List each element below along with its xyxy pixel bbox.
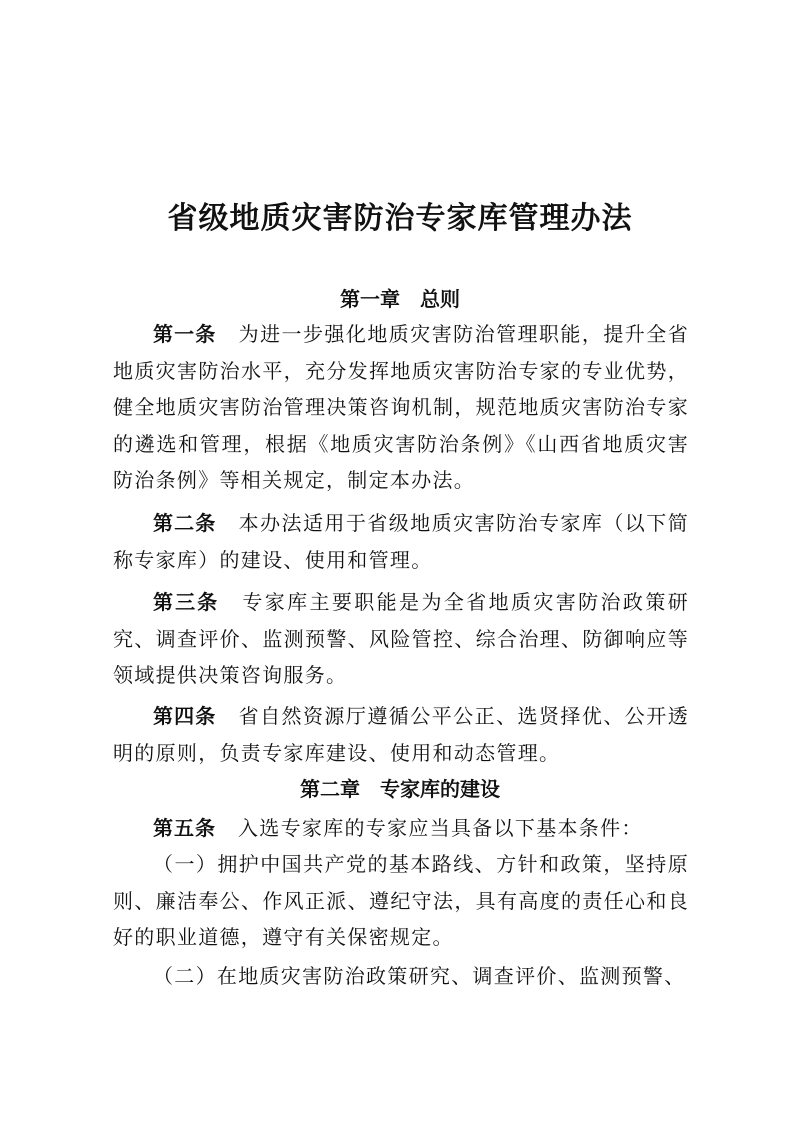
list-item-2: （二）在地质灾害防治政策研究、调查评价、监测预警、 [153,964,686,988]
list-item-1: （一）拥护中国共产党的基本路线、方针和政策，坚持原则、廉洁奉公、作风正派、遵纪守法，具有高度的责任心和良好的职业道德，遵守有关保密规定。 [113,852,689,949]
chapter-heading-2 [0,772,800,806]
article-4 [113,698,689,771]
article-label: 第三条 [153,590,220,614]
article-text: 专家库主要职能是为全省地质灾害防治政策研究、调查评价、监测预警、风险管控、综合治理、防御响应等领域提供决策咨询服务。 [113,590,690,687]
chapter-title: 专家库的建设 [380,777,500,801]
article-label: 第二条 [153,511,217,535]
article-2 [113,505,689,578]
article-text: 入选专家库的专家应当具备以下基本条件： [238,816,643,840]
document-title: 省级地质灾害防治专家库管理办法 [167,201,633,236]
article-text: 为进一步强化地质灾害防治管理职能，提升全省地质灾害防治水平，充分发挥地质灾害防治专家的专业优势，健全地质灾害防治管理决策咨询机制，规范地质灾害防治专家的遴选和管理，根据《地质灾害防治条例》《山西省地质灾害防治条例》等相关规定，制定本办法。 [113,322,689,492]
chapter-number: 第一章 [340,287,400,311]
article-label: 第五条 [153,816,216,840]
article-3 [113,584,689,694]
article-1 [113,316,689,499]
article-5 [113,810,689,847]
chapter-title: 总则 [420,287,460,311]
article-text: 本办法适用于省级地质灾害防治专家库（以下简称专家库）的建设、使用和管理。 [113,511,689,572]
article-label: 第一条 [153,322,217,346]
chapter-number: 第二章 [300,777,360,801]
article-label: 第四条 [153,704,217,728]
chapter-heading-1 [0,282,800,316]
article-text: 省自然资源厅遵循公平公正、选贤择优、公开透明的原则，负责专家库建设、使用和动态管理。 [113,704,689,765]
